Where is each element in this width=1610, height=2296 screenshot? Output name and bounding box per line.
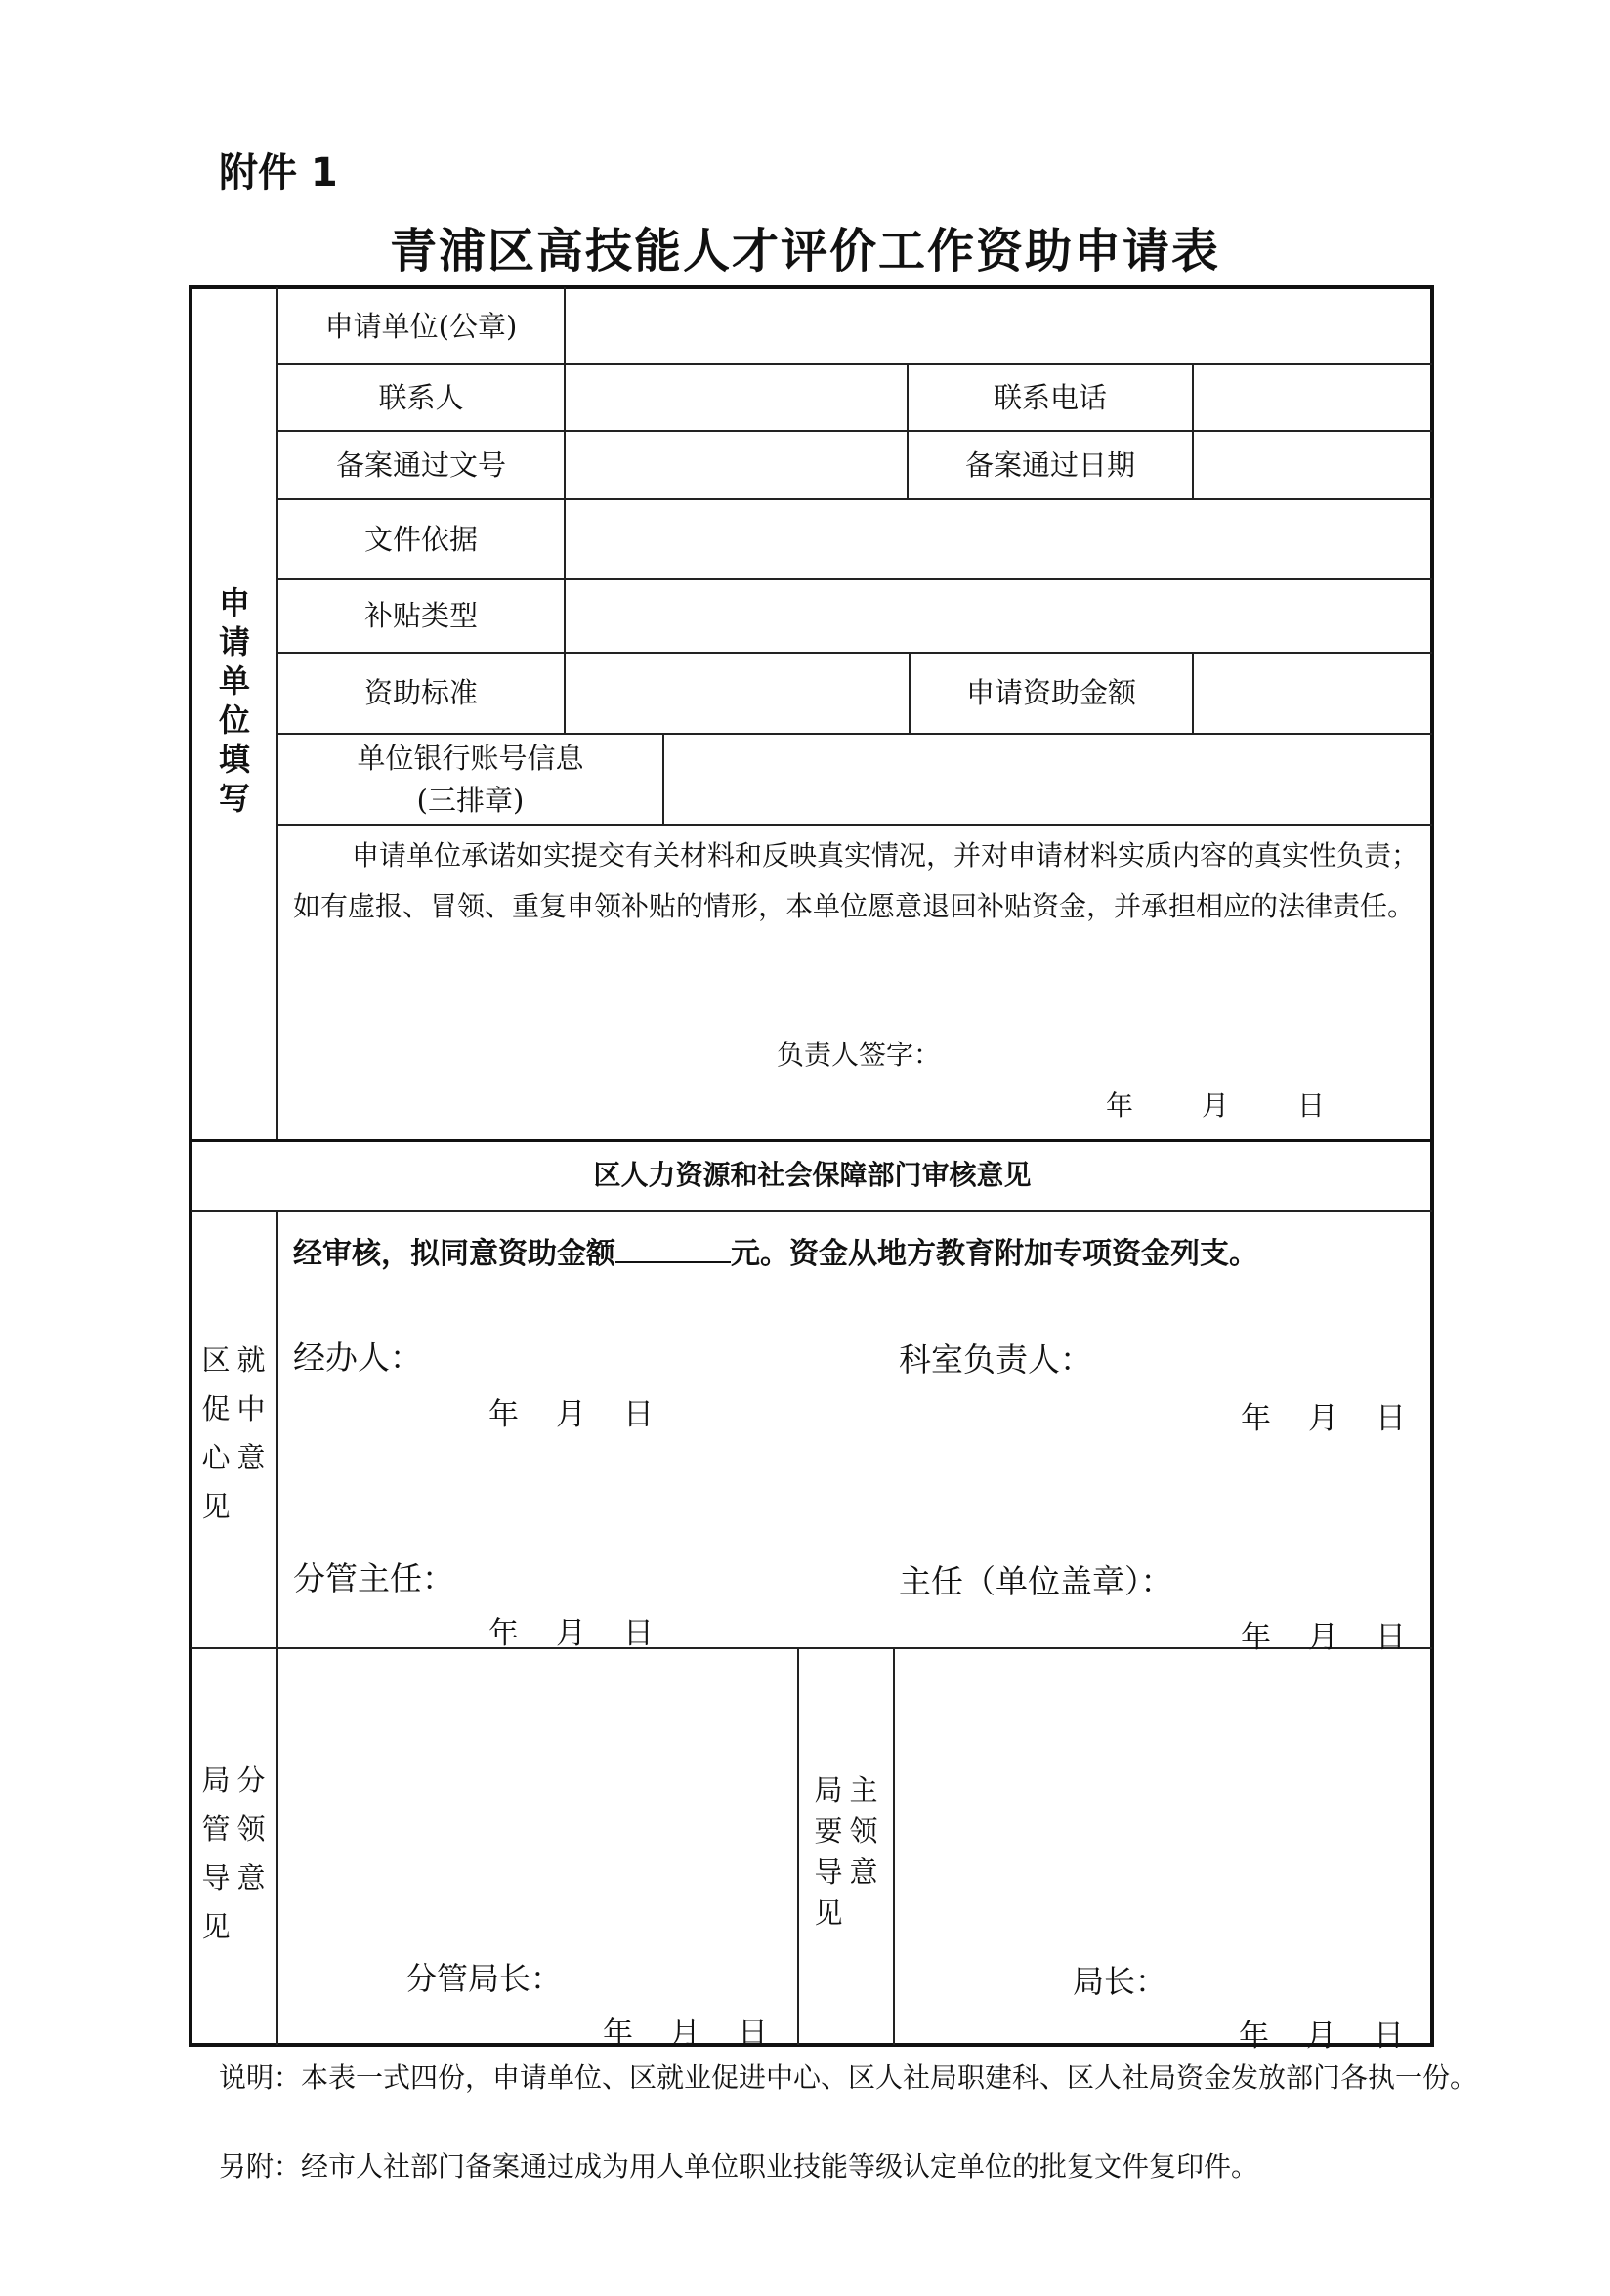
contact-person-input[interactable] [566, 365, 907, 430]
date-month: 月 [1308, 1401, 1338, 1436]
contact-phone-label: 联系电话 [993, 380, 1107, 414]
note-attachment: 另附：经市人社部门备案通过成为用人单位职业技能等级认定单位的批复文件复印件。 [219, 2150, 1259, 2183]
date-year: 年 [1106, 1089, 1134, 1122]
deputy-director-date [488, 1608, 654, 1652]
deputy-bureau-chief-label: 分管局长： [405, 1960, 563, 1997]
divider [191, 1210, 1432, 1212]
date-month: 月 [556, 1397, 586, 1432]
divider [797, 1647, 799, 2045]
divider [276, 824, 1432, 826]
approval-text [293, 1229, 1258, 1272]
divider [276, 1647, 278, 2045]
subsidy-type-label: 补贴类型 [363, 599, 478, 633]
signature-label: 负责人签字： [777, 1039, 942, 1071]
filing-doc-no-label: 备案通过文号 [335, 447, 506, 482]
date-day: 日 [1376, 1620, 1406, 1655]
date-day: 日 [623, 1616, 654, 1651]
date-month: 月 [1306, 2019, 1336, 2054]
filing-date-input[interactable] [1194, 432, 1432, 498]
attachment-label: 附件 1 [219, 150, 338, 195]
subsidy-type-input[interactable] [566, 580, 1432, 652]
deputy-director-label: 分管主任： [293, 1559, 454, 1597]
approval-text-after: 元。资金从地方教育附加专项资金列支。 [731, 1237, 1258, 1271]
date-year: 年 [603, 2016, 633, 2051]
requested-amount-input[interactable] [1194, 654, 1432, 733]
bureau-chief-date [1239, 2011, 1404, 2055]
applicant-unit-input[interactable] [566, 289, 1432, 363]
bank-info-line1: 单位银行账号信息 [357, 742, 584, 776]
requested-amount-label: 申请资助金额 [965, 676, 1136, 710]
contact-phone-input[interactable] [1194, 365, 1432, 430]
date-day: 日 [1297, 1089, 1326, 1122]
note-distribution: 说明：本表一式四份，申请单位、区就业促进中心、区人社局职建科、区人社局资金发放部门各执一份。 [219, 2062, 1478, 2094]
contact-person-label: 联系人 [378, 380, 464, 414]
funding-standard-input[interactable] [566, 654, 909, 733]
divider [893, 1647, 895, 2045]
bureau-chief-label: 局长： [1073, 1963, 1167, 2000]
date-month: 月 [556, 1616, 586, 1651]
section-head-date [1241, 1393, 1406, 1437]
handler-date [488, 1389, 654, 1433]
director-date [1241, 1612, 1406, 1656]
employment-center-label: 区 就 促 中 心 意 见 [201, 1343, 266, 1523]
document-basis-input[interactable] [566, 500, 1432, 578]
section-head-label: 科室负责人： [899, 1340, 1092, 1379]
date-day: 日 [1374, 2019, 1404, 2054]
filing-date-label: 备案通过日期 [964, 447, 1135, 482]
applicant-section-label: 申请单位填写 [214, 586, 251, 821]
handler-label: 经办人： [293, 1339, 422, 1377]
date-day: 日 [738, 2016, 768, 2051]
deputy-bureau-chief-date [603, 2008, 768, 2052]
date-year: 年 [1241, 1401, 1271, 1436]
date-day: 日 [623, 1397, 654, 1432]
applicant-unit-label: 申请单位(公章) [324, 309, 518, 343]
director-label: 主任（单位盖章）： [899, 1562, 1173, 1600]
bank-info-label [278, 735, 662, 824]
review-section-header: 区人力资源和社会保障部门审核意见 [593, 1159, 1032, 1192]
bank-info-line2: (三排章) [416, 783, 525, 817]
date-month: 月 [1202, 1089, 1230, 1122]
form-title: 青浦区高技能人才评价工作资助申请表 [389, 224, 1220, 278]
divider [276, 1210, 278, 1647]
date-year: 年 [1241, 1620, 1271, 1655]
funding-standard-label: 资助标准 [363, 676, 478, 710]
date-year: 年 [1239, 2019, 1269, 2054]
bureau-deputy-label: 局 分 管 领 导 意 见 [201, 1764, 266, 1943]
commitment-text: 申请单位承诺如实提交有关材料和反映真实情况，并对申请材料实质内容的真实性负责；如有虚报、冒领、重复申领补贴的情形，本单位愿意退回补贴资金，并承担相应的法律责任。 [293, 839, 1419, 922]
bank-info-input[interactable] [664, 735, 1432, 824]
date-month: 月 [670, 2016, 700, 2051]
approval-amount-blank[interactable] [615, 1236, 731, 1263]
date-month: 月 [1308, 1620, 1338, 1655]
filing-doc-no-input[interactable] [566, 432, 907, 498]
date-day: 日 [1376, 1401, 1406, 1436]
applicant-date [1106, 1084, 1325, 1124]
bureau-head-label: 局 主 要 领 导 意 见 [814, 1773, 878, 1930]
date-year: 年 [488, 1397, 519, 1432]
approval-text-before: 经审核，拟同意资助金额 [293, 1237, 615, 1271]
document-basis-label: 文件依据 [363, 522, 478, 556]
date-year: 年 [488, 1616, 519, 1651]
